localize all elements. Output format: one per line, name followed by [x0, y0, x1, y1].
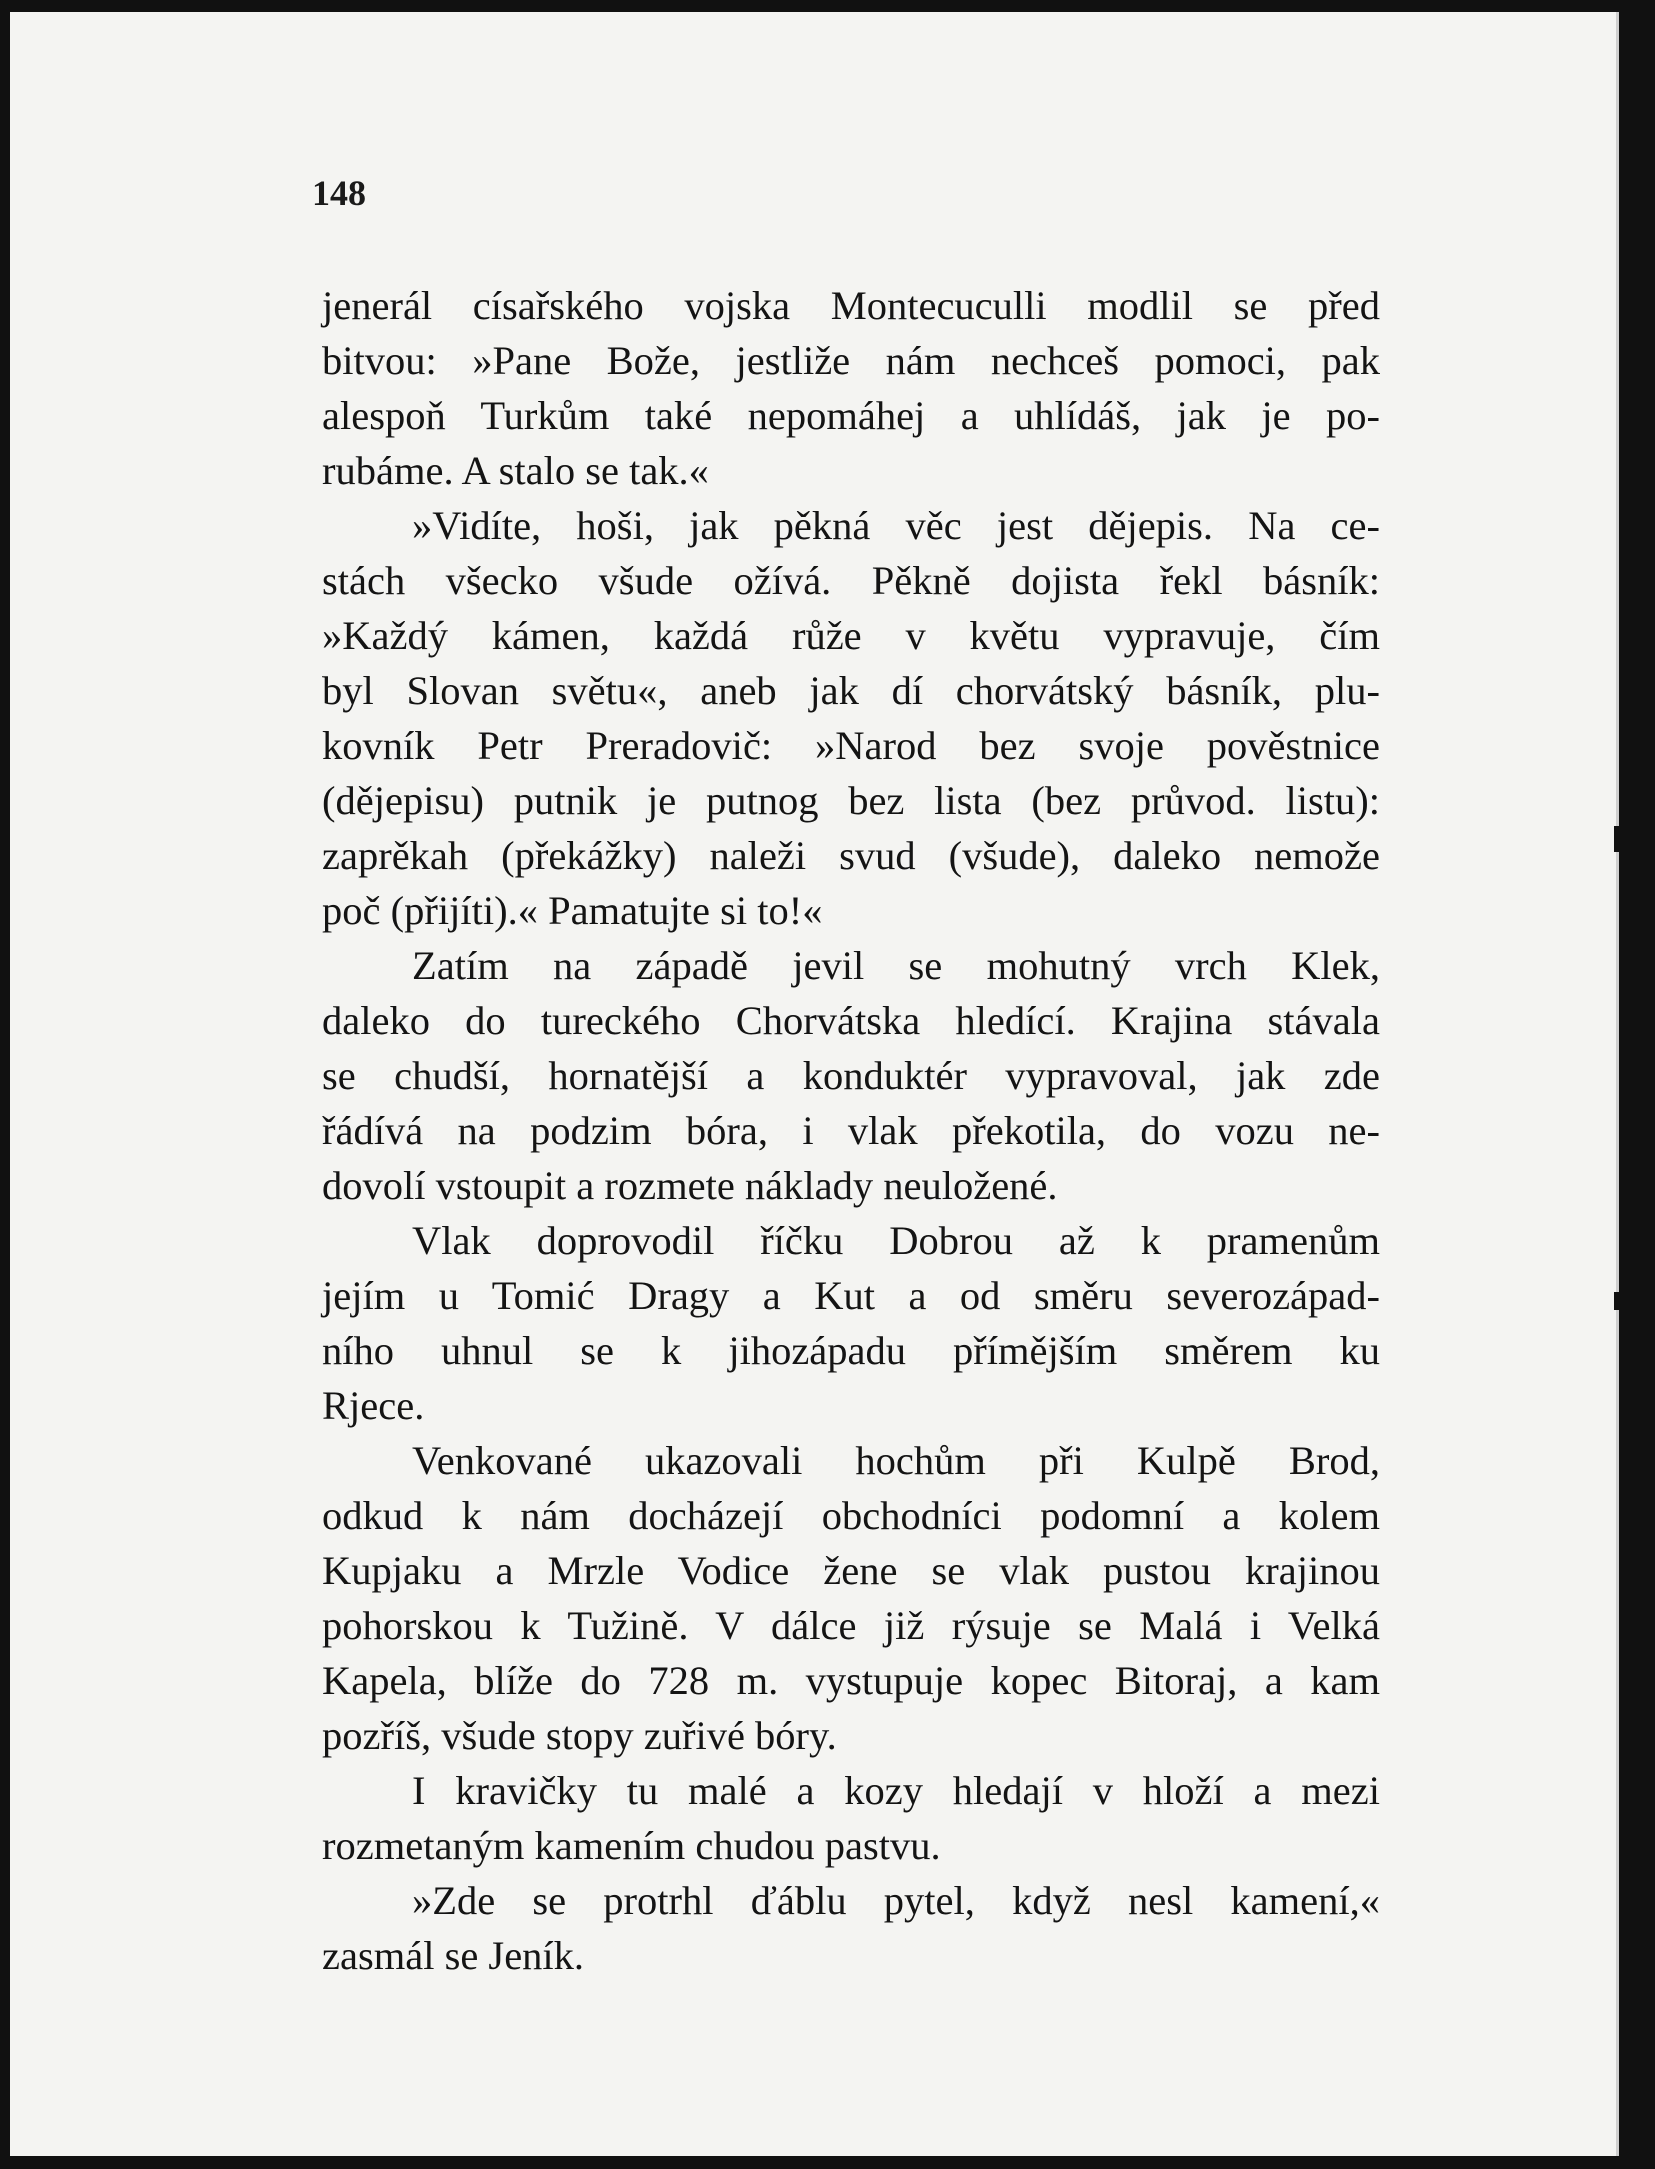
text-line: se chudší, hornatější a konduktér vypravoval, jak zde — [322, 1053, 1380, 1098]
text-line: řádívá na podzim bóra, i vlak překotila, do vozu ne- — [322, 1108, 1380, 1153]
text-line: daleko do tureckého Chorvátska hledící. Krajina stávala — [322, 998, 1380, 1043]
text-line: pohorskou k Tužině. V dálce již rýsuje se Malá i Velká — [322, 1603, 1380, 1648]
text-line: »Každý kámen, každá růže v květu vypravuje, čím — [322, 613, 1380, 658]
text-line: »Vidíte, hoši, jak pěkná věc jest dějepis. Na ce- — [412, 503, 1380, 548]
page-body-text — [322, 278, 1380, 1983]
text-line: bitvou: »Pane Bože, jestliže nám nechceš pomoci, pak — [322, 338, 1380, 383]
text-line: Venkované ukazovali hochům při Kulpě Brod, — [412, 1438, 1380, 1483]
text-line: byl Slovan světu«, aneb jak dí chorvátský básník, plu- — [322, 668, 1380, 713]
text-line: jenerál císařského vojska Montecuculli modlil se před — [322, 283, 1380, 328]
text-line: stách všecko všude ožívá. Pěkně dojista řekl básník: — [322, 558, 1380, 603]
text-line: I kravičky tu malé a kozy hledají v hloží a mezi — [412, 1768, 1380, 1813]
text-line: Zatím na západě jevil se mohutný vrch Klek, — [412, 943, 1380, 988]
edge-mark — [1614, 826, 1620, 852]
text-line: (dějepisu) putnik je putnog bez lista (bez průvod. listu): — [322, 778, 1380, 823]
text-line: alespoň Turkům také nepomáhej a uhlídáš, jak je po- — [322, 393, 1380, 438]
text-line: Rjece. — [322, 1383, 425, 1428]
text-line: rozmetaným kamením chudou pastvu. — [322, 1823, 941, 1868]
next-page-edge — [1616, 12, 1619, 2156]
page-number: 148 — [312, 173, 366, 213]
text-line: odkud k nám docházejí obchodníci podomní a kolem — [322, 1493, 1380, 1538]
text-line: jejím u Tomić Dragy a Kut a od směru severozápad- — [322, 1273, 1380, 1318]
text-line: Kupjaku a Mrzle Vodice žene se vlak pustou krajinou — [322, 1548, 1380, 1593]
text-line: dovolí vstoupit a rozmete náklady neuložené. — [322, 1163, 1058, 1208]
text-line: pozříš, všude stopy zuřivé bóry. — [322, 1713, 837, 1758]
text-line: poč (přijíti).« Pamatujte si to!« — [322, 888, 823, 933]
edge-mark — [1634, 800, 1638, 804]
text-line: zaprěkah (překážky) naleži svud (všude), daleko nemože — [322, 833, 1380, 878]
text-line: »Zde se protrhl ďáblu pytel, když nesl kamení,« — [412, 1878, 1380, 1923]
edge-mark — [1614, 1292, 1622, 1310]
book-page — [10, 12, 1616, 2156]
text-line: rubáme. A stalo se tak.« — [322, 448, 709, 493]
text-line: kovník Petr Preradovič: »Narod bez svoje pověstnice — [322, 723, 1380, 768]
text-line: zasmál se Jeník. — [322, 1933, 585, 1978]
text-line: Kapela, blíže do 728 m. vystupuje kopec Bitoraj, a kam — [322, 1658, 1380, 1703]
text-line: ního uhnul se k jihozápadu přímějším směrem ku — [322, 1328, 1380, 1373]
text-line: Vlak doprovodil říčku Dobrou až k pramenům — [412, 1218, 1380, 1263]
